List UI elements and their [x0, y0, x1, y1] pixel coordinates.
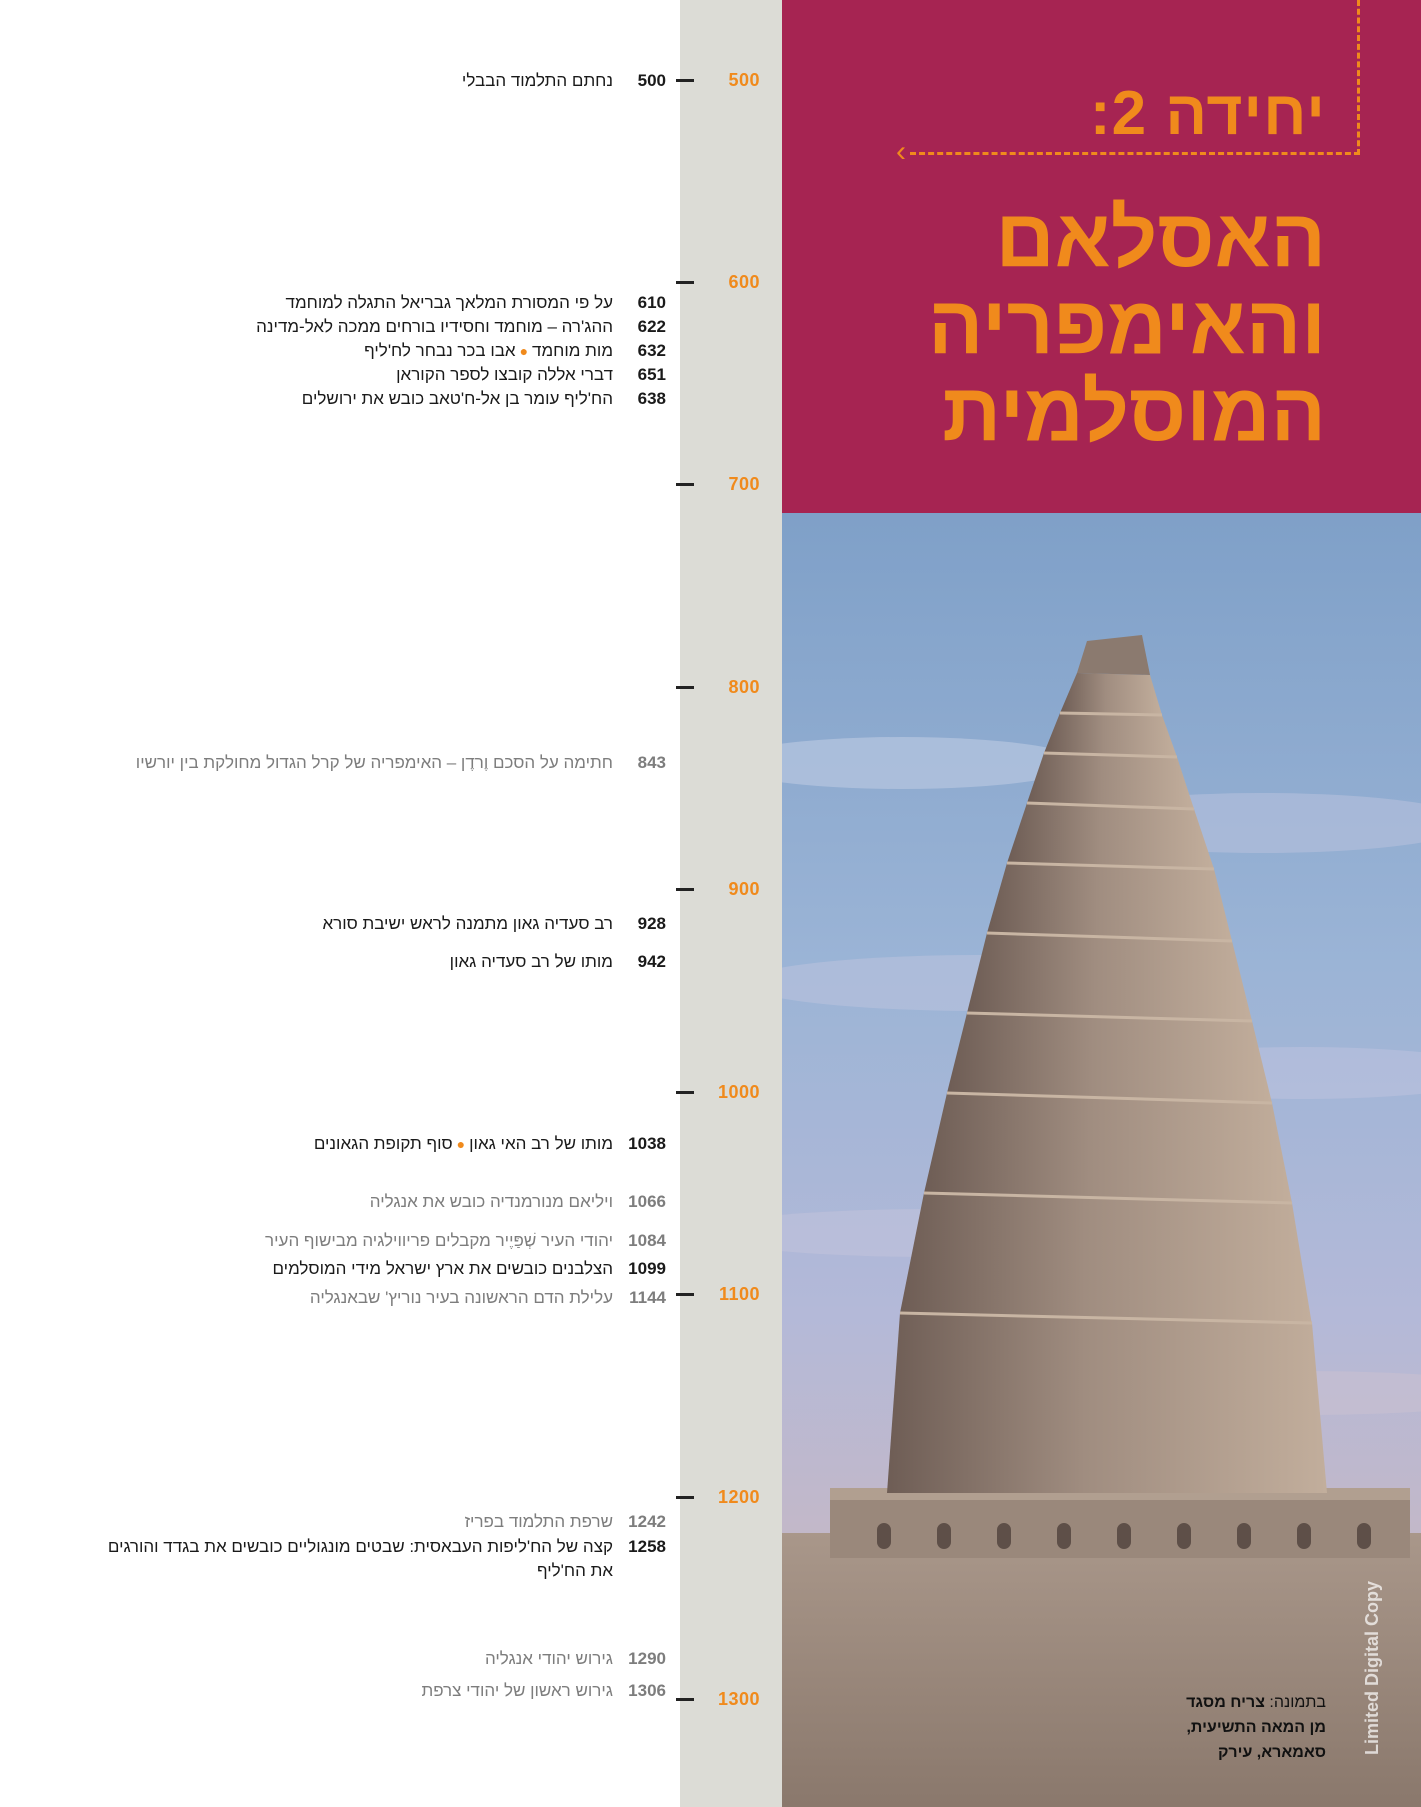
ruler-tick: [680, 70, 782, 90]
tick-mark: [676, 888, 694, 891]
arrow-left-icon: ‹: [896, 135, 906, 168]
caption-line: מן המאה התשיעית,: [1186, 1719, 1326, 1736]
minaret-photo: [782, 513, 1421, 1807]
event-text: חתימה על הסכם וֶרדֶן – האימפריה של קרל הגדול מחולקת בין יורשיו: [135, 753, 613, 772]
dashed-line-horizontal: [910, 152, 1360, 155]
timeline-event: [462, 69, 666, 93]
event-year: 942: [637, 952, 666, 971]
event-text: [314, 1132, 613, 1156]
event-year: 1066: [628, 1192, 666, 1211]
event-text: גירוש יהודי אנגליה: [484, 1649, 613, 1668]
minaret-illustration: [782, 513, 1421, 1807]
event-text: רב סעדיה גאון מתמנה לראש ישיבת סורא: [322, 914, 613, 933]
event-year: 1290: [628, 1649, 666, 1668]
timeline-event: [370, 1190, 666, 1214]
event-text: הצלבנים כובשים את ארץ ישראל מידי המוסלמים: [272, 1259, 613, 1278]
bullet-dot-icon: ●: [456, 1136, 466, 1152]
ruler-year: 500: [728, 70, 760, 90]
timeline-event: [450, 950, 666, 974]
tick-mark: [676, 686, 694, 689]
caption-text: צריח מסגד: [1186, 1694, 1265, 1711]
ruler-tick: [680, 1689, 782, 1709]
ruler-year: 700: [728, 474, 760, 494]
ruler-tick: [680, 1487, 782, 1507]
event-year: 638: [637, 389, 666, 408]
event-text: על פי המסורת המלאך גבריאל התגלה למוחמד: [285, 293, 613, 312]
event-text: ההג'רה – מוחמד וחסידיו בורחים ממכה לאל-מדינה: [256, 317, 613, 336]
tick-mark: [676, 1293, 694, 1296]
event-year: 622: [637, 317, 666, 336]
timeline-event: [421, 1679, 666, 1703]
event-year: 1306: [628, 1681, 666, 1700]
tick-mark: [676, 1091, 694, 1094]
bullet-dot-icon: ●: [519, 343, 529, 359]
event-text-part: מות מוחמד: [532, 341, 613, 360]
event-year: 1242: [628, 1512, 666, 1531]
event-text: עלילת הדם הראשונה בעיר נוריץ' שבאנגליה: [309, 1288, 613, 1307]
event-text: נחתם התלמוד הבבלי: [461, 71, 613, 90]
timeline-ruler: [680, 0, 782, 1807]
ruler-tick: [680, 1082, 782, 1102]
unit-label: יחידה 2:: [1089, 79, 1326, 148]
event-text: יהודי העיר שְׁפַּיֶיר מקבלים פריווילגיה מבישוף העיר: [265, 1231, 613, 1250]
ruler-year: 600: [728, 272, 760, 292]
event-year: 928: [637, 914, 666, 933]
tick-mark: [676, 1496, 694, 1499]
event-year: 1258: [628, 1537, 666, 1556]
event-text: ויליאם מנורמנדיה כובש את אנגליה: [369, 1192, 613, 1211]
event-text-part: אבו בכר נבחר לח'ליף: [364, 341, 516, 360]
event-text: [364, 339, 613, 363]
event-text-part: סוף תקופת הגאונים: [313, 1134, 453, 1153]
dashed-line-vertical: [1357, 0, 1360, 155]
ruler-year: 1200: [717, 1487, 760, 1507]
timeline-event: [265, 1229, 666, 1253]
timeline-event: [396, 363, 666, 387]
tick-mark: [676, 483, 694, 486]
caption-line: [1186, 1690, 1326, 1715]
ruler-tick: [680, 677, 782, 697]
ruler-year: 900: [728, 879, 760, 899]
event-text: קצה של הח'ליפות העבאסית: שבטים מונגוליים כובשים את בגדד והורגים את הח'ליף: [107, 1537, 613, 1580]
tick-mark: [676, 281, 694, 284]
event-year: 1099: [628, 1259, 666, 1278]
title-line: והאימפריה: [928, 280, 1326, 371]
event-year: 1038: [628, 1134, 666, 1153]
timeline-event: [286, 291, 666, 315]
timeline-event: [485, 1647, 666, 1671]
ruler-tick: [680, 474, 782, 494]
event-text: מותו של רב סעדיה גאון: [449, 952, 613, 971]
photo-caption: [1186, 1690, 1326, 1765]
caption-line: סאמארא, עירק: [1217, 1744, 1326, 1761]
ruler-year: 800: [728, 677, 760, 697]
watermark: Limited Digital Copy: [1362, 1580, 1382, 1755]
event-year: 1144: [629, 1288, 666, 1307]
caption-label: בתמונה:: [1269, 1694, 1326, 1711]
timeline-event: [364, 339, 666, 363]
event-text: דברי אללה קובצו לספר הקוראן: [396, 365, 613, 384]
timeline-event: [302, 387, 666, 411]
timeline-event: [256, 315, 666, 339]
ruler-year: 1300: [717, 1689, 760, 1709]
event-text-part: מותו של רב האי גאון: [469, 1134, 613, 1153]
tick-mark: [676, 79, 694, 82]
timeline-event: [272, 1257, 666, 1281]
ruler-year: 1100: [718, 1284, 760, 1304]
event-year: 632: [637, 341, 666, 360]
ruler-tick: [680, 879, 782, 899]
title-line: האסלאם: [995, 193, 1326, 284]
ruler-tick: [680, 272, 782, 292]
page-title: [806, 195, 1326, 456]
timeline-event: [93, 1535, 666, 1583]
event-text: גירוש ראשון של יהודי צרפת: [421, 1681, 613, 1700]
timeline-event: [314, 1132, 666, 1156]
tick-mark: [676, 1698, 694, 1701]
title-line: המוסלמית: [942, 367, 1326, 458]
timeline-event: [322, 912, 666, 936]
timeline-event: [136, 751, 666, 775]
timeline-event: [465, 1510, 666, 1534]
event-year: 500: [637, 71, 666, 90]
event-year: 610: [637, 293, 666, 312]
event-text: שרפת התלמוד בפריז: [464, 1512, 613, 1531]
event-year: 843: [637, 753, 666, 772]
event-text: הח'ליף עומר בן אל-ח'טאב כובש את ירושלים: [301, 389, 613, 408]
ruler-year: 1000: [717, 1082, 760, 1102]
timeline-event: [310, 1286, 666, 1310]
ruler-tick: [680, 1284, 782, 1304]
event-year: 651: [637, 365, 666, 384]
event-year: 1084: [628, 1231, 666, 1250]
